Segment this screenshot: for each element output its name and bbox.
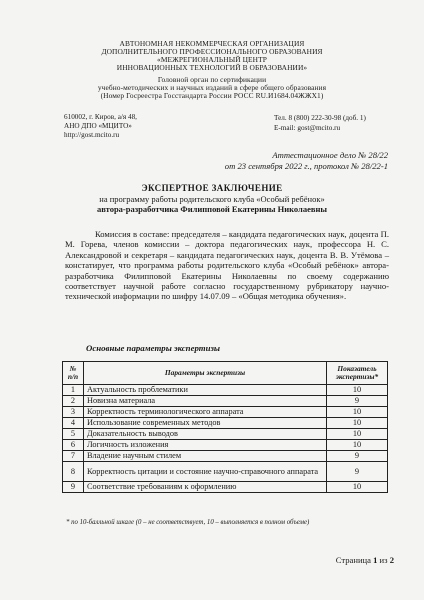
page-number-total: 2 [389,555,394,565]
row-score: 10 [327,385,388,396]
row-number: 9 [63,482,84,493]
row-number: 1 [63,385,84,396]
row-score: 9 [327,396,388,407]
row-number: 6 [63,440,84,451]
table-header-row [63,362,388,385]
page-number-mid: из [377,555,390,565]
row-parameter: Использование современных методов [84,418,327,429]
website-link[interactable]: http://gost.mcito.ru [64,131,120,139]
table-footnote: * по 10-балльной шкале (0 – не соответствует, 10 – выполняется в полном объеме) [66,519,310,526]
page-number-current: 1 [373,555,378,565]
row-number: 4 [63,418,84,429]
row-score: 10 [327,407,388,418]
table-row [63,418,388,429]
phone-number: Тел. 8 (800) 222-30-98 (доб. 1) [274,114,366,122]
row-number: 8 [63,462,84,482]
address-line-2: АНО ДПО «МЦИТО» [64,122,132,130]
attestation-case-number: Аттестационное дело № 28/22 [272,150,388,160]
row-number: 2 [63,396,84,407]
column-header-number: № п/п [63,362,84,385]
document-subtitle: на программу работы родительского клуба «Особый ребёнок» [99,194,325,204]
table-row [63,440,388,451]
table-row [63,429,388,440]
column-header-score: Показатель экспертизы* [327,362,388,385]
row-parameter: Актуальность проблематики [84,385,327,396]
row-parameter: Корректность терминологического аппарата [84,407,327,418]
row-parameter: Владение научным стилем [84,451,327,462]
section-title: Основные параметры экспертизы [86,343,221,353]
row-parameter: Корректность цитации и состояние научно-справочного аппарата [84,462,327,482]
row-number: 7 [63,451,84,462]
address-line-1: 610002, г. Киров, а/я 48, [64,113,137,121]
row-number: 3 [63,407,84,418]
row-parameter: Логичность изложения [84,440,327,451]
org-name-line-3: «МЕЖРЕГИОНАЛЬНЫЙ ЦЕНТР [157,55,267,64]
row-score: 10 [327,440,388,451]
table-row [63,385,388,396]
table-row [63,462,388,482]
row-score: 10 [327,429,388,440]
org-name-line-4: ИННОВАЦИОННЫХ ТЕХНОЛОГИЙ В ОБРАЗОВАНИИ» [116,63,308,72]
commission-paragraph: Комиссия в составе: председателя – кандидата педагогических наук, доцента П. М. Горева, членов комиссии – доктора педагогических наук, профессора Н. С. Александровой и секретаря – кандидата педагогических наук, доцента В. В. Утёмова – констатирует, что программа работы родительского клуба «Особый ребёнок» автора-разработчика Филипповой Екатерины Николаевны по своему содержанию соответствует научной работе согласно государственному рубрикатору научно-технической информации по шифру 14.07.09 – «Общая методика обучения». [65,229,389,302]
org-subtitle-line-2: учебно-методических и научных изданий в сфере общего образования [97,83,327,92]
document-title: ЭКСПЕРТНОЕ ЗАКЛЮЧЕНИЕ [141,183,283,193]
document-author: автора-разработчика Филипповой Екатерины Николаевны [97,204,327,214]
org-subtitle-line-1: Головной орган по сертификации [157,75,267,84]
row-number: 5 [63,429,84,440]
row-score: 10 [327,418,388,429]
org-name-line-2: ДОПОЛНИТЕЛЬНОГО ПРОФЕССИОНАЛЬНОГО ОБРАЗОВАНИЯ [101,47,323,56]
page-number-prefix: Страница [335,555,374,565]
org-name-line-1: АВТОНОМНАЯ НЕКОММЕРЧЕСКАЯ ОРГАНИЗАЦИЯ [119,39,305,48]
org-registry-number: (Номер Госреестра Госстандарта России РОСС RU.И1684.04ЖЖХ1) [100,91,324,100]
table-row [63,482,388,493]
column-header-parameter: Параметры экспертизы [84,362,327,385]
row-score: 10 [327,482,388,493]
table-row [63,451,388,462]
expertise-parameters-table [62,361,388,493]
protocol-date: от 23 сентября 2022 г., протокол № 28/22-1 [224,161,388,171]
table-row [63,407,388,418]
page-number [336,555,394,565]
row-parameter: Новизна материала [84,396,327,407]
row-score: 9 [327,462,388,482]
table-row [63,396,388,407]
email-address[interactable]: E-mail: gost@mcito.ru [274,124,341,132]
row-score: 9 [327,451,388,462]
row-parameter: Соответствие требованиям к оформлению [84,482,327,493]
row-parameter: Доказательность выводов [84,429,327,440]
